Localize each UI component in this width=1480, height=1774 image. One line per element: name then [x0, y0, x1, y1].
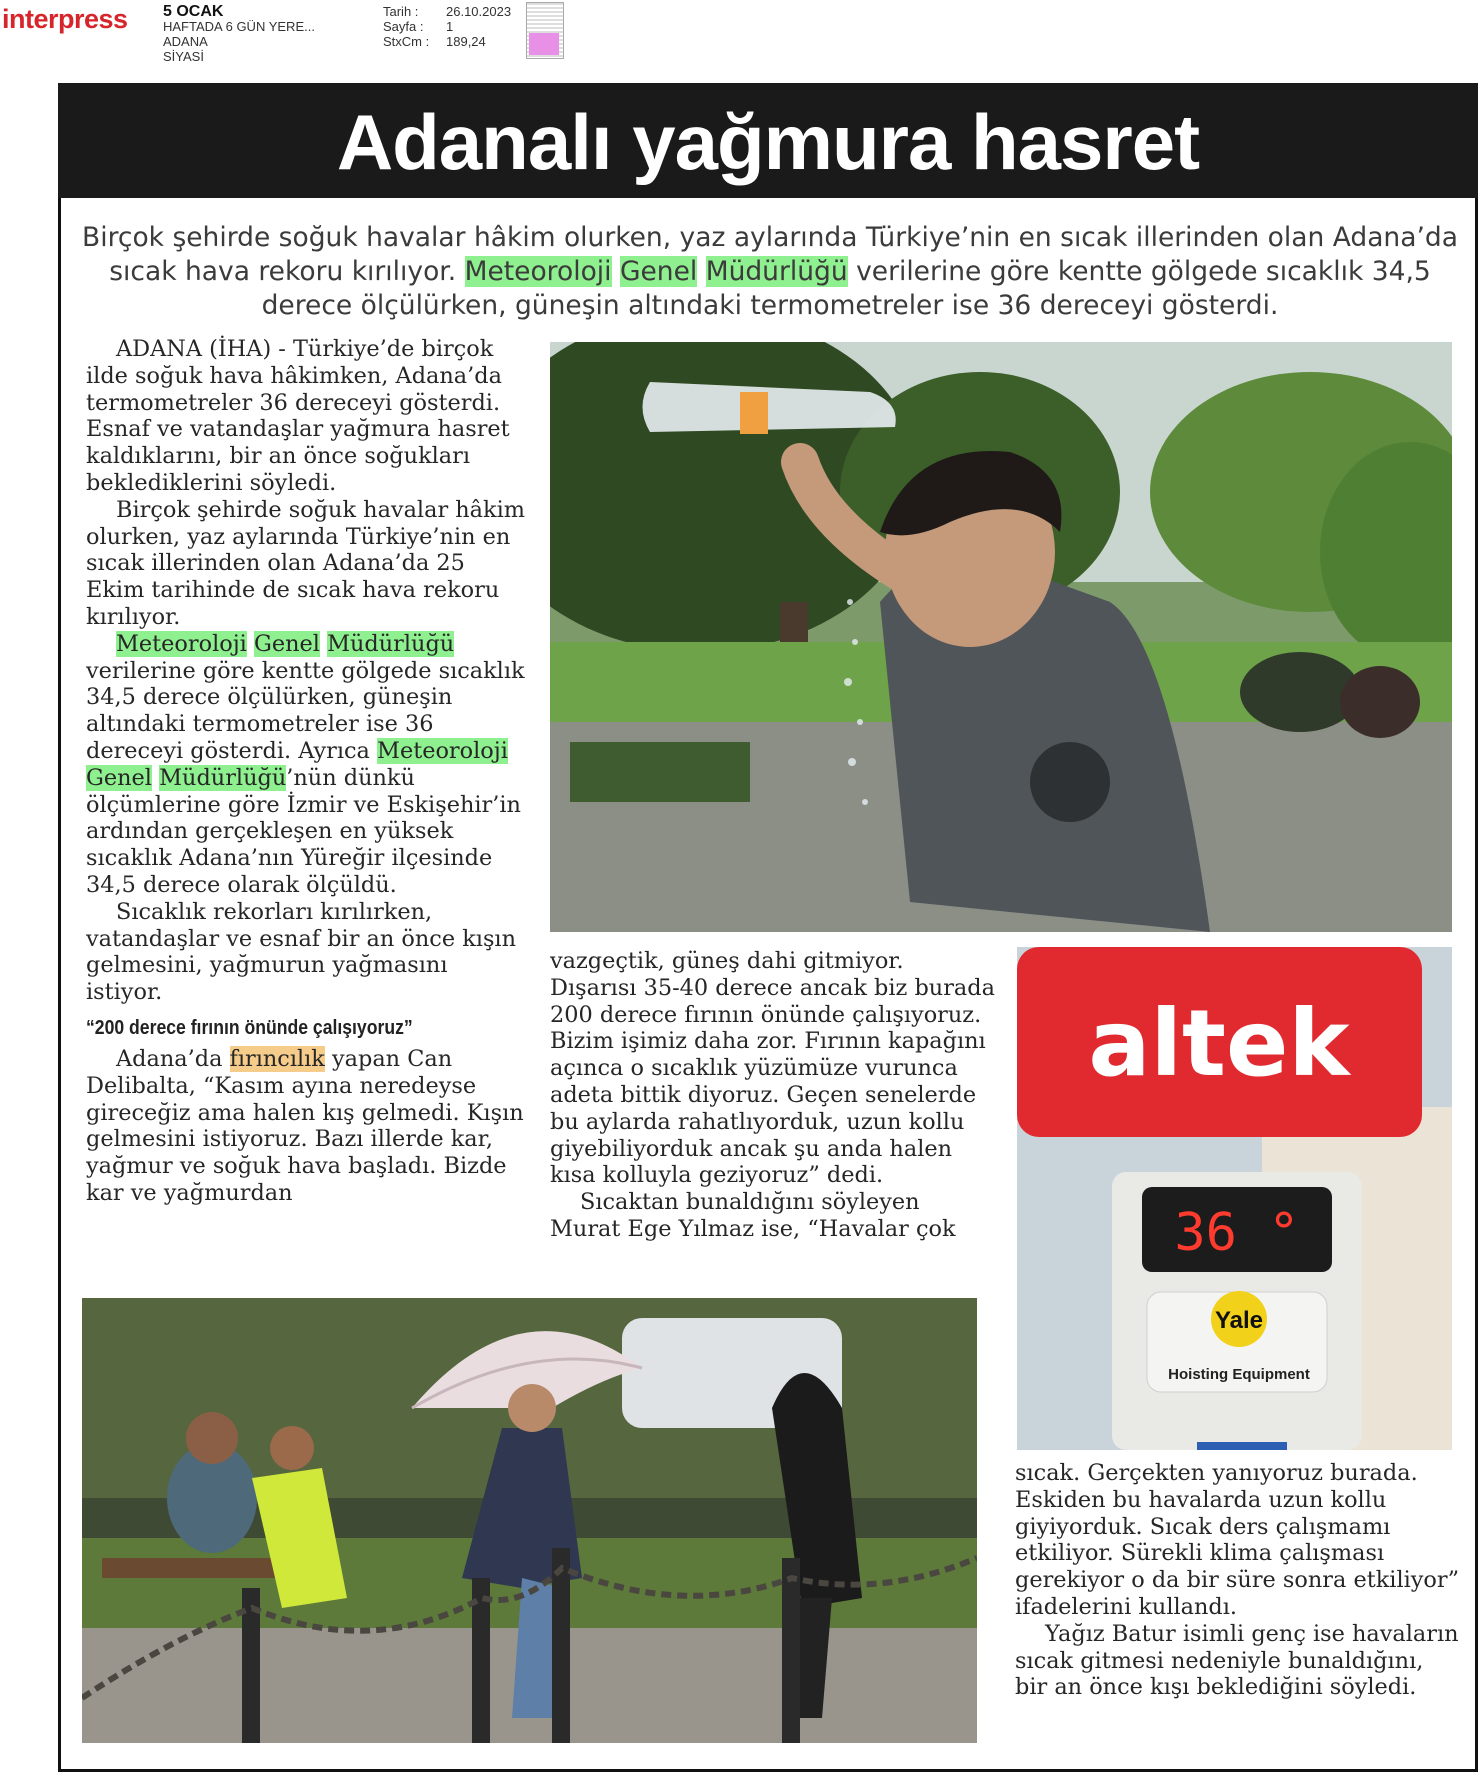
body-column-3	[1015, 1460, 1460, 1701]
page-thumbnail[interactable]	[526, 2, 564, 59]
yale-badge: Yale	[1214, 1307, 1264, 1334]
paragraph-text: verilerine göre kentte gölgede sıcaklık 34,5 derece ölçülürken, güneşin altındaki termometreler ise 36 dereceyi gösterdi. Ayrıca	[86, 657, 525, 764]
keyword-highlight: Müdürlüğü	[327, 630, 455, 657]
keyword-highlight: Meteoroloji	[116, 630, 247, 657]
size-label: StxCm :	[383, 34, 430, 49]
paragraph: vazgeçtik, güneş dahi gitmiyor. Dışarısı 35-40 derece ancak biz burada 200 derece fırının önünde çalışıyoruz. Bizim işimiz daha zor. Fırının kapağını açınca o sıcaklık yüzümüze vurunca adeta bittik diyoruz. Geçen senelerde bu aylarda rahatlıyorduk, uzun kollu giyebiliyorduk ancak şu anda halen kısa kolluyla geziyoruz” dedi.	[550, 948, 995, 1189]
lead-text-b: verilerine göre kentte gölgede sıcaklık 34,5 derece ölçülürken, güneşin altındaki termometreler ise 36 dereceyi gösterdi.	[261, 256, 1431, 321]
thumbnail-highlight	[529, 33, 559, 55]
page-label: Sayfa :	[383, 19, 424, 34]
paragraph: Yağız Batur isimli genç ise havaların sıcak gitmesi nedeniyle bunaldığını, bir an önce kışı beklediğini söyledi.	[1015, 1620, 1459, 1701]
photo-street-umbrella	[82, 1298, 977, 1743]
paragraph: Sıcaktan bunaldığını söyleyen Murat Ege Yılmaz ise, “Havalar çok	[550, 1189, 956, 1242]
publication-info	[163, 4, 315, 64]
lead-highlight: Müdürlüğü	[705, 256, 848, 287]
size-value: 189,24	[446, 34, 486, 49]
lead-paragraph	[80, 221, 1460, 323]
photo-boy-pouring-water	[550, 342, 1452, 932]
publication-name: 5 OCAK	[163, 3, 224, 20]
paragraph	[86, 631, 526, 899]
body-column-2	[550, 948, 995, 1243]
keyword-highlight: Meteoroloji	[377, 737, 508, 764]
body-column-1	[86, 336, 526, 1207]
publication-category: SİYASİ	[163, 49, 204, 64]
publication-frequency: HAFTADA 6 GÜN YERE...	[163, 19, 315, 34]
subheading: “200 derece fırının önünde çalışıyoruz”	[86, 1016, 413, 1039]
temperature-display: 36 °	[1174, 1203, 1300, 1263]
paragraph-text: ’nün dünkü ölçümlerine göre İzmir ve Eskişehir’in ardından gerçekleşen en yüksek sıcaklık Adana’nın Yüreğir ilçesinde 34,5 derece olarak ölçüldü.	[86, 764, 521, 898]
keyword-highlight: Genel	[253, 630, 320, 657]
paragraph-text: Adana’da	[116, 1045, 230, 1072]
interpress-logo: interpress	[2, 4, 128, 34]
paragraph	[86, 1046, 526, 1207]
lead-highlight: Genel	[619, 256, 698, 287]
paragraph-text: yapan Can Delibalta, “Kasım ayına neredeyse gireceğiz ama halen kış gelmedi. Kışın gelmesini istiyoruz. Bazı illerde kar, yağmur ve soğuk hava başladı. Bizde kar ve yağmurdan	[86, 1045, 524, 1206]
paragraph: sıcak. Gerçekten yanıyoruz burada. Eskiden bu havalarda uzun kollu giyiyorduk. Sıcak ders çalışmamı etkiliyor. Sürekli klima çalışması gerekiyor o da bir süre sonra etkiliyor” ifadelerini kullandı.	[1015, 1460, 1460, 1620]
photo-temperature-sign	[1017, 947, 1452, 1450]
lead-highlight: Meteoroloji	[464, 256, 612, 287]
date-value: 26.10.2023	[446, 4, 512, 19]
keyword-highlight: Müdürlüğü	[159, 764, 287, 791]
paragraph: Birçok şehirde soğuk havalar hâkim olurken, yaz aylarında Türkiye’nin en sıcak illerinden olan Adana’da 25 Ekim tarihinde de sıcak hava rekoru kırılıyor.	[86, 496, 525, 630]
clip-header	[0, 0, 1480, 80]
headline-banner	[58, 83, 1478, 198]
keyword-highlight: fırıncılık	[229, 1045, 325, 1072]
clip-metadata	[383, 4, 511, 49]
keyword-highlight: Genel	[86, 764, 152, 791]
paragraph: Sıcaklık rekorları kırılırken, vatandaşlar ve esnaf bir an önce kışın gelmesini, yağmurun yağmasını istiyor.	[86, 898, 517, 1006]
headline: Adanalı yağmura hasret	[336, 98, 1200, 186]
lead-text-a: Birçok şehirde soğuk havalar hâkim olurken, yaz aylarında Türkiye’nin en sıcak illerinden olan Adana’da sıcak hava rekoru kırılıyor.	[82, 222, 1458, 287]
publication-city: ADANA	[163, 34, 208, 49]
altek-logo-text: altek	[1088, 990, 1350, 1097]
paragraph: ADANA (İHA) - Türkiye’de birçok ilde soğuk hava hâkimken, Adana’da termometreler 36 dereceyi gösterdi. Esnaf ve vatandaşlar yağmura hasret kaldıklarını, bir an önce soğukları beklediklerini söyledi.	[86, 336, 510, 496]
page-value: 1	[446, 19, 454, 34]
date-label: Tarih :	[383, 4, 419, 19]
yale-badge-subtitle: Hoisting Equipment	[1168, 1366, 1310, 1383]
